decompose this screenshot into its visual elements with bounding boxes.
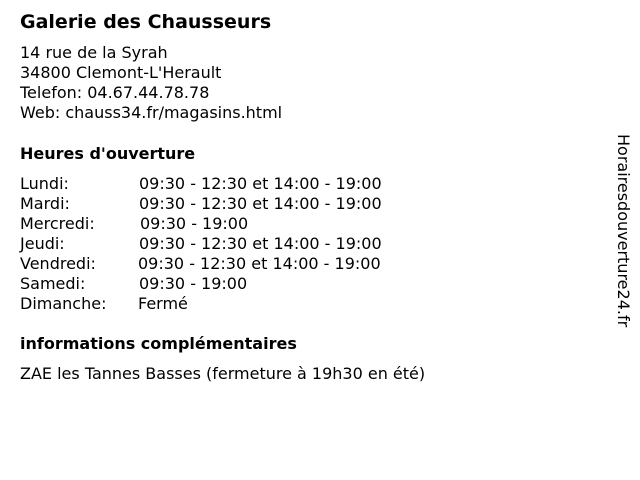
store-name: Galerie des Chausseurs (20, 11, 272, 33)
hours-row-tuesday (20, 194, 440, 214)
store-address-block (20, 43, 282, 123)
store-phone: Telefon: 04.67.44.78.78 (20, 83, 210, 102)
store-website: Web: chauss34.fr/magasins.html (20, 103, 283, 122)
day-hours: 09:30 - 12:30 et 14:00 - 19:00 (139, 234, 382, 253)
day-hours: 09:30 - 12:30 et 14:00 - 19:00 (139, 174, 382, 193)
address-street: 14 rue de la Syrah (20, 43, 168, 62)
site-watermark: Horairesdouverture24.fr (614, 134, 633, 328)
day-label: Vendredi: (20, 254, 96, 273)
opening-hours-table (20, 174, 440, 314)
day-hours: 09:30 - 19:00 (140, 214, 249, 233)
day-label: Dimanche: (20, 294, 107, 313)
address-city: 34800 Clemont-L'Herault (20, 63, 222, 82)
day-hours: 09:30 - 12:30 et 14:00 - 19:00 (139, 194, 382, 213)
opening-hours-heading: Heures d'ouverture (20, 144, 196, 163)
day-hours: 09:30 - 12:30 et 14:00 - 19:00 (138, 254, 381, 273)
day-hours: Fermé (138, 294, 188, 313)
hours-row-saturday (20, 274, 440, 294)
day-label: Mercredi: (20, 214, 95, 233)
day-label: Jeudi: (20, 234, 65, 253)
hours-row-wednesday (20, 214, 440, 234)
day-label: Mardi: (20, 194, 70, 213)
day-label: Samedi: (20, 274, 86, 293)
hours-row-friday (20, 254, 440, 274)
additional-info-heading: informations complémentaires (20, 334, 297, 353)
hours-row-thursday (20, 234, 440, 254)
day-hours: 09:30 - 19:00 (139, 274, 248, 293)
hours-row-monday (20, 174, 440, 194)
additional-info-text: ZAE les Tannes Basses (fermeture à 19h30 en été) (20, 364, 426, 383)
hours-row-sunday (20, 294, 440, 314)
day-label: Lundi: (20, 174, 69, 193)
